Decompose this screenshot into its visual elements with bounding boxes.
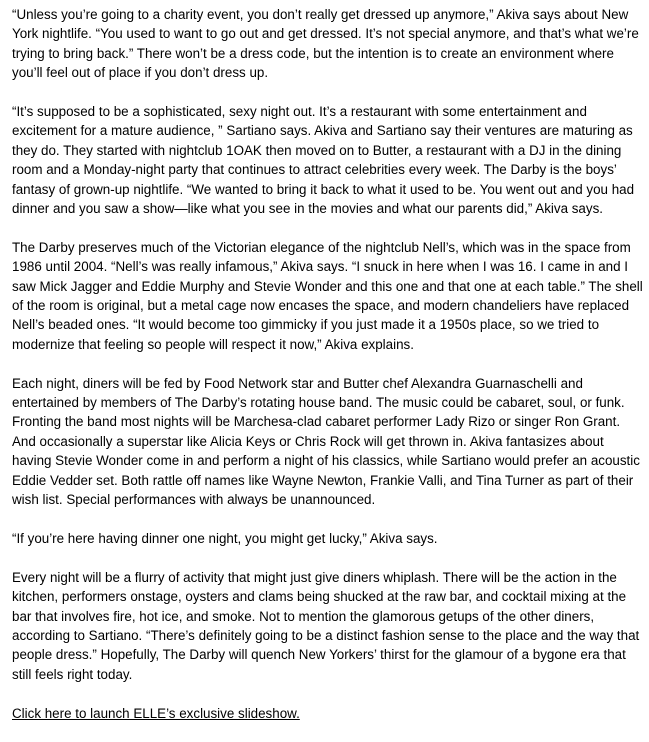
paragraph-get-lucky: “If you’re here having dinner one night, you might get lucky,” Akiva says. [12, 530, 438, 546]
paragraph-dress-code: “Unless you’re going to a charity event, you don’t really get dressed up anymore,” Akiva says about New York nightlife. “You used to want to go out and get dressed. It’s not special anymore, and that’s what we’re trying to bring back.” There won’t be a dress code, but the intention is to create an environment where you’ll feel out of place if you don’t dress up. [12, 7, 639, 81]
slideshow-link[interactable]: Click here to launch ELLE’s exclusive slideshow. [12, 705, 300, 721]
slideshow-link-container [12, 704, 644, 723]
paragraph-entertainment: Each night, diners will be fed by Food Network star and Butter chef Alexandra Guarnaschelli and entertained by members of The Darby’s rotating house band. The music could be cabaret, soul, or funk. Fronting the band most nights will be Marchesa-clad cabaret performer Lady Rizo or singer Ron Grant. And occasionally a superstar like Alicia Keys or Chris Rock will get thrown in. Akiva fantasizes about having Stevie Wonder come in and perform a night of his classics, while Sartiano would prefer an acoustic Eddie Vedder set. Both rattle off names like Wayne Newton, Frankie Valli, and Tina Turner as part of their wish list. Special performances with always be unannounced. [12, 375, 640, 508]
paragraph-nells-history: The Darby preserves much of the Victorian elegance of the nightclub Nell’s, which was in the space from 1986 until 2004. “Nell’s was really infamous,” Akiva says. “I snuck in here when I was 16. I came in and I saw Mick Jagger and Eddie Murphy and Stevie Wonder and this one and that one at each table.” The shell of the room is original, but a metal cage now encases the space, and modern chandeliers have replaced Nell’s beaded ones. “It would become too gimmicky if you just made it a 1950s place, so we tried to modernize that feeling so people will respect it now,” Akiva explains. [12, 239, 643, 352]
article-body [12, 5, 644, 742]
paragraph-flurry-of-activity: Every night will be a flurry of activity that might just give diners whiplash. There will be the action in the kitchen, performers onstage, oysters and clams being shucked at the raw bar, and cocktail mixing at the bar that involves fire, hot ice, and smoke. Not to mention the glamorous getups of the other diners, according to Sartiano. “There’s definitely going to be a distinct fashion sense to the place and the way that people dress.” Hopefully, The Darby will quench New Yorkers’ thirst for the glamour of a bygone era that still feels right today. [12, 569, 640, 682]
paragraph-sophisticated-night: “It’s supposed to be a sophisticated, sexy night out. It’s a restaurant with some entertainment and excitement for a mature audience, ” Sartiano says. Akiva and Sartiano say their ventures are maturing as they do. They started with nightclub 1OAK then moved on to Butter, a restaurant with a DJ in the dining room and a Monday-night party that continues to attract celebrities every week. The Darby is the boys’ fantasy of grown-up nightlife. “We wanted to bring it back to what it used to be. You went out and you had dinner and you saw a show—like what you see in the movies and what our parents did,” Akiva says. [12, 104, 635, 217]
